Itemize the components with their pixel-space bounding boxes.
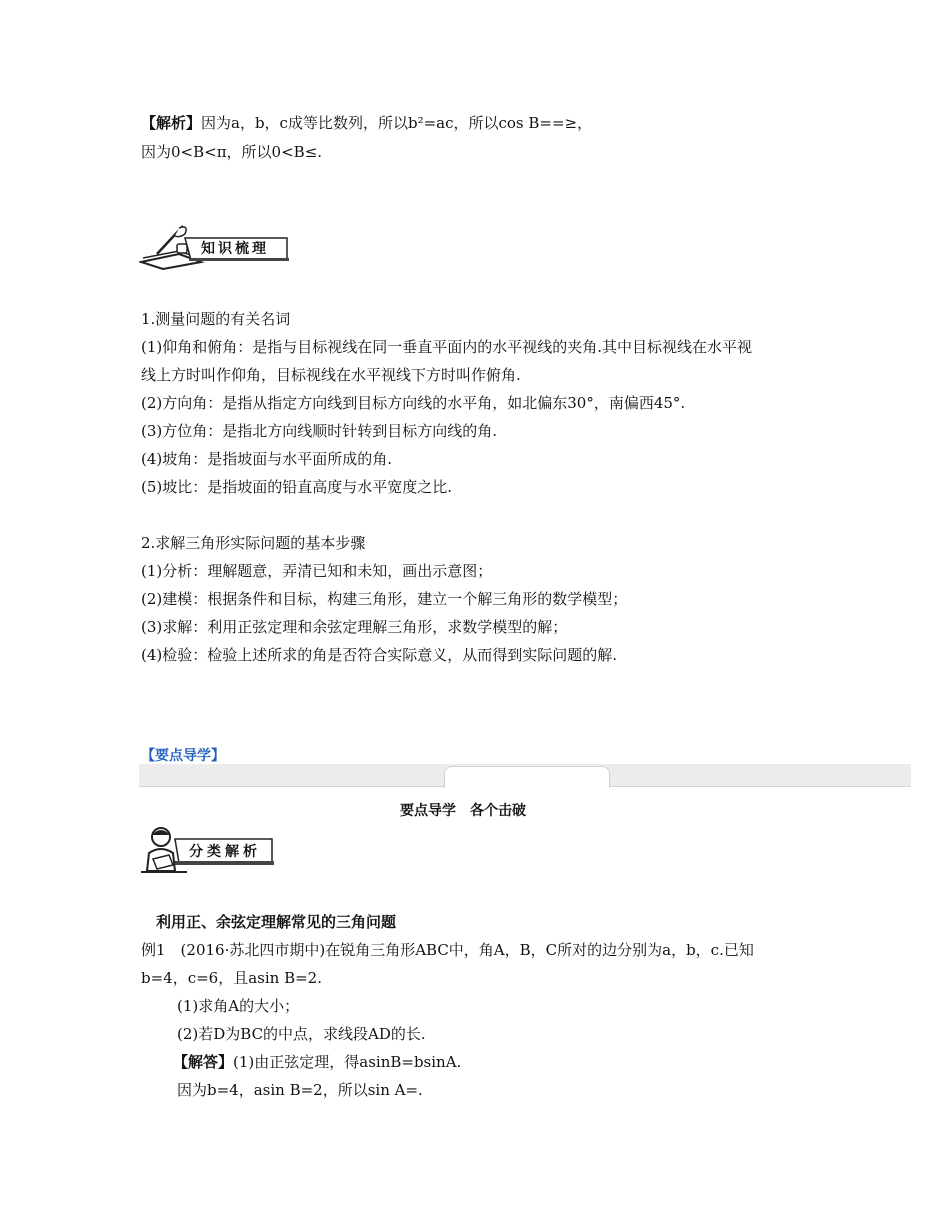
section1-title: 1.测量问题的有关名词 — [141, 310, 291, 328]
knowledge-badge-label: 知识梳理 — [201, 241, 269, 257]
answer-line-1 — [173, 1052, 461, 1072]
answer-tag: 【解答】 — [173, 1053, 234, 1071]
question-2: (2)若D为BC的中点，求线段AD的长. — [177, 1025, 426, 1043]
section2-item: (4)检验：检验上述所求的角是否符合实际意义，从而得到实际问题的解. — [141, 646, 618, 664]
section1-item: (4)坡角：是指坡面与水平面所成的角. — [141, 450, 393, 468]
topic-title: 利用正、余弦定理解常见的三角问题 — [156, 913, 397, 931]
question-1: (1)求角A的大小； — [177, 997, 300, 1015]
section1-item: (2)方向角：是指从指定方向线到目标方向线的水平角，如北偏东30°，南偏西45°. — [141, 394, 686, 412]
answer-line-2: 因为b=4，asin B=2，所以sin A=. — [177, 1081, 423, 1099]
section2-item: (3)求解：利用正弦定理和余弦定理解三角形，求数学模型的解； — [141, 618, 568, 636]
category-badge — [139, 825, 274, 875]
section1-item: (3)方位角：是指北方向线顺时针转到目标方向线的角. — [141, 422, 498, 440]
key-points-tag: 【要点导学】 — [141, 748, 225, 764]
analysis-line-2: 因为0<B<π，所以0<B≤. — [141, 143, 323, 161]
example-line-1: 例1 (2016·苏北四市期中)在锐角三角形ABC中，角A，B，C所对的边分别为a，b，c.已知 — [141, 941, 754, 959]
section2-item: (2)建模：根据条件和目标，构建三角形，建立一个解三角形的数学模型； — [141, 590, 628, 608]
section-tab — [444, 766, 610, 788]
section-tab-bar — [139, 764, 911, 787]
section1-item: (5)坡比：是指坡面的铅直高度与水平宽度之比. — [141, 478, 453, 496]
analysis-text-1: 因为a，b，c成等比数列，所以b²=ac，所以cos B==≥， — [201, 114, 593, 132]
section1-item: 线上方时叫作仰角，目标视线在水平视线下方时叫作俯角. — [141, 366, 521, 384]
section2-item: (1)分析：理解题意，弄清已知和未知，画出示意图； — [141, 562, 493, 580]
example-line-2: b=4，c=6，且asin B=2. — [141, 969, 322, 987]
analysis-line-1 — [141, 113, 592, 133]
key-points-heading: 要点导学 各个击破 — [400, 803, 526, 819]
category-badge-label: 分类解析 — [189, 844, 261, 860]
section2-title: 2.求解三角形实际问题的基本步骤 — [141, 534, 366, 552]
answer-text-1: (1)由正弦定理，得asinB=bsinA. — [233, 1053, 462, 1071]
section1-item: (1)仰角和俯角：是指与目标视线在同一垂直平面内的水平视线的夹角.其中目标视线在水平视 — [141, 338, 753, 356]
knowledge-badge — [139, 224, 289, 270]
analysis-tag: 【解析】 — [141, 114, 202, 132]
